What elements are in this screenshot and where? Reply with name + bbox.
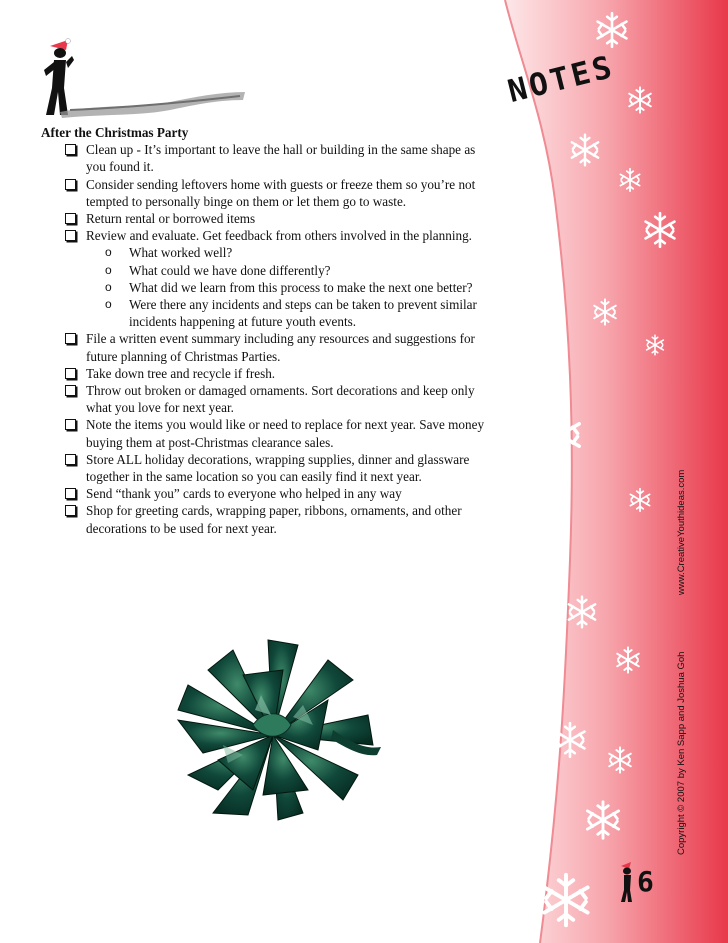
checklist-item: Take down tree and recycle if fresh.: [41, 365, 496, 382]
circle-bullet-icon: o: [105, 245, 112, 260]
checkbox-icon: [65, 488, 76, 499]
checkbox-icon: [65, 144, 76, 155]
checklist-item: Consider sending leftovers home with guests or freeze them so you’re not tempted to personally binge on them or let them go to waste.: [41, 176, 496, 210]
checkbox-icon: [65, 368, 76, 379]
checklist-item: Send “thank you” cards to everyone who helped in any way: [41, 485, 496, 502]
circle-bullet-icon: o: [105, 262, 112, 277]
checkbox-icon: [65, 419, 76, 430]
circle-bullet-icon: o: [105, 279, 112, 294]
page-number: 6: [637, 865, 654, 898]
checklist-item: Clean up - It’s important to leave the hall or building in the same shape as you found it.: [41, 141, 496, 175]
checkbox-icon: [65, 454, 76, 465]
notes-title: NOTES: [504, 48, 619, 110]
checkbox-icon: [65, 333, 76, 344]
sub-item: o What could we have done differently?: [105, 262, 331, 278]
checkbox-icon: [65, 213, 76, 224]
sub-item: o Were there any incidents and steps can be taken to prevent similar incidents happening at future youth events.: [105, 297, 477, 330]
checklist-item: Shop for greeting cards, wrapping paper, ribbons, ornaments, and other decorations to be used for next year.: [41, 502, 496, 536]
checkbox-icon: [65, 505, 76, 516]
circle-bullet-icon: o: [105, 297, 112, 312]
checklist-item: Review and evaluate. Get feedback from others involved in the planning.: [41, 227, 496, 244]
santa-hat-figure-logo: [44, 39, 74, 116]
sub-item: o What did we learn from this process to make the next one better?: [105, 279, 473, 295]
website-url: www.CreativeYouthideas.com: [676, 469, 687, 595]
copyright-text: Copyright © 2007 by Ken Sapp and Joshua Goh: [676, 651, 687, 855]
after-party-section: [41, 124, 496, 537]
checklist-item: File a written event summary including any resources and suggestions for future planning of Christmas Parties.: [41, 330, 496, 364]
sidebar-ribbon: [505, 0, 728, 943]
sub-item: o What worked well?: [105, 245, 233, 261]
checklist-item: Store ALL holiday decorations, wrapping supplies, dinner and glassware together in the same location so you can easily find it next year.: [41, 451, 496, 485]
checklist-item: Throw out broken or damaged ornaments. Sort decorations and keep only what you love for next year.: [41, 382, 496, 416]
checklist-item: Return rental or borrowed items: [41, 210, 496, 227]
checkbox-icon: [65, 230, 76, 241]
section-heading: After the Christmas Party: [41, 125, 189, 140]
checkbox-icon: [65, 179, 76, 190]
green-gift-bow: [178, 640, 381, 820]
checklist-item: Note the items you would like or need to replace for next year. Save money buying them at post-Christmas clearance sales.: [41, 416, 496, 450]
checkbox-icon: [65, 385, 76, 396]
